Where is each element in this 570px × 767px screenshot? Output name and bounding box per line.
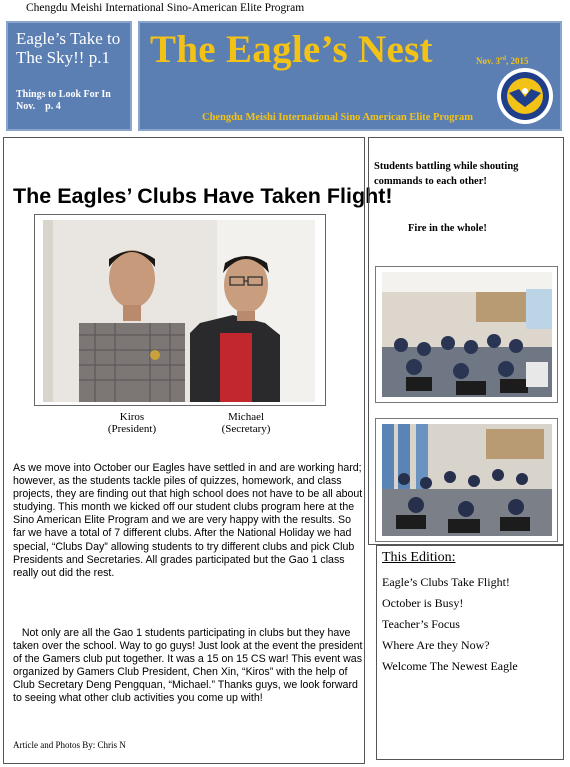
issue-date-suffix: rd — [500, 56, 507, 62]
masthead-title: The Eagle’s Nest — [150, 28, 433, 71]
issue-date — [476, 56, 529, 66]
sidebar-things-line2: Nov. p. 4 — [16, 101, 61, 112]
program-line: Chengdu Meishi International Sino-American Elite Program — [26, 2, 305, 14]
classroom-photo-2-illustration — [376, 419, 557, 541]
caption-michael-name: Michael — [227, 411, 265, 423]
classroom-photo-1-illustration — [376, 267, 557, 402]
article-paragraph-2: Not only are all the Gao 1 students participating in clubs but they have taken over the school. Way to go guys! Just look at the event the president of the Gamers club put together. It was a 15 on 15 CS war! This event was organized by Gamers Club President, Chen Xin, “Kiros” with the help of Club Secretary Deng Pengquan, “Michael.” Thanks guys, we look forward to seeing what other club activities you come up with! — [13, 627, 366, 705]
caption-michael — [214, 411, 278, 435]
toc-item: Where Are they Now? — [382, 638, 490, 652]
banner-subtitle: Chengdu Meishi International Sino American Elite Program — [202, 112, 474, 123]
toc-item: Welcome The Newest Eagle — [382, 659, 518, 673]
classroom-photo-1 — [375, 266, 558, 403]
caption-kiros-name: Kiros — [119, 411, 145, 423]
sidebar-title: Eagle’s Take to The Sky!! p.1 — [16, 29, 121, 67]
issue-date-day: Nov. 3 — [476, 56, 501, 66]
article-byline: Article and Photos By: Chris N — [13, 740, 126, 750]
this-edition-box — [376, 545, 564, 760]
article-paragraph-1: As we move into October our Eagles have settled in and are working hard; however, as the students tackle piles of quizzes, homework, and class projects, they are finding out that high school does not have to be all about studying. This month we kicked off our student clubs program here at the Sino American Elite Program and we are very happy with the results. So far we have a total of 7 different clubs. After the National Holiday we had special, “Clubs Day” allowing students to try different clubs and pick Club Presidents and Secretaries. All grades participated but the Gao 1 class really out did the rest. — [13, 462, 363, 579]
toc-item: Eagle’s Clubs Take Flight! — [382, 575, 510, 589]
issue-date-year: , 2015 — [506, 56, 529, 66]
toc-item: Teacher’s Focus — [382, 617, 460, 631]
article-headline: The Eagles’ Clubs Have Taken Flight! — [13, 184, 393, 208]
photo-caption-fire: Fire in the whole! — [408, 223, 487, 234]
toc-title: This Edition: — [382, 550, 456, 565]
sidebar-things — [16, 89, 131, 113]
sidebar-things-line1: Things to Look For In — [16, 89, 111, 100]
caption-michael-role: (Secretary) — [221, 423, 271, 435]
eagle-logo-icon — [496, 67, 554, 125]
toc-item: October is Busy! — [382, 596, 464, 610]
masthead-banner — [138, 21, 562, 131]
club-officers-photo — [34, 214, 326, 406]
caption-kiros — [102, 411, 162, 435]
photo-illustration — [35, 215, 325, 405]
photo-caption-battling: Students battling while shouting commands to each other! — [374, 161, 519, 187]
caption-kiros-role: (President) — [107, 423, 157, 435]
sidebar-box — [6, 21, 132, 131]
classroom-photo-2 — [375, 418, 558, 542]
